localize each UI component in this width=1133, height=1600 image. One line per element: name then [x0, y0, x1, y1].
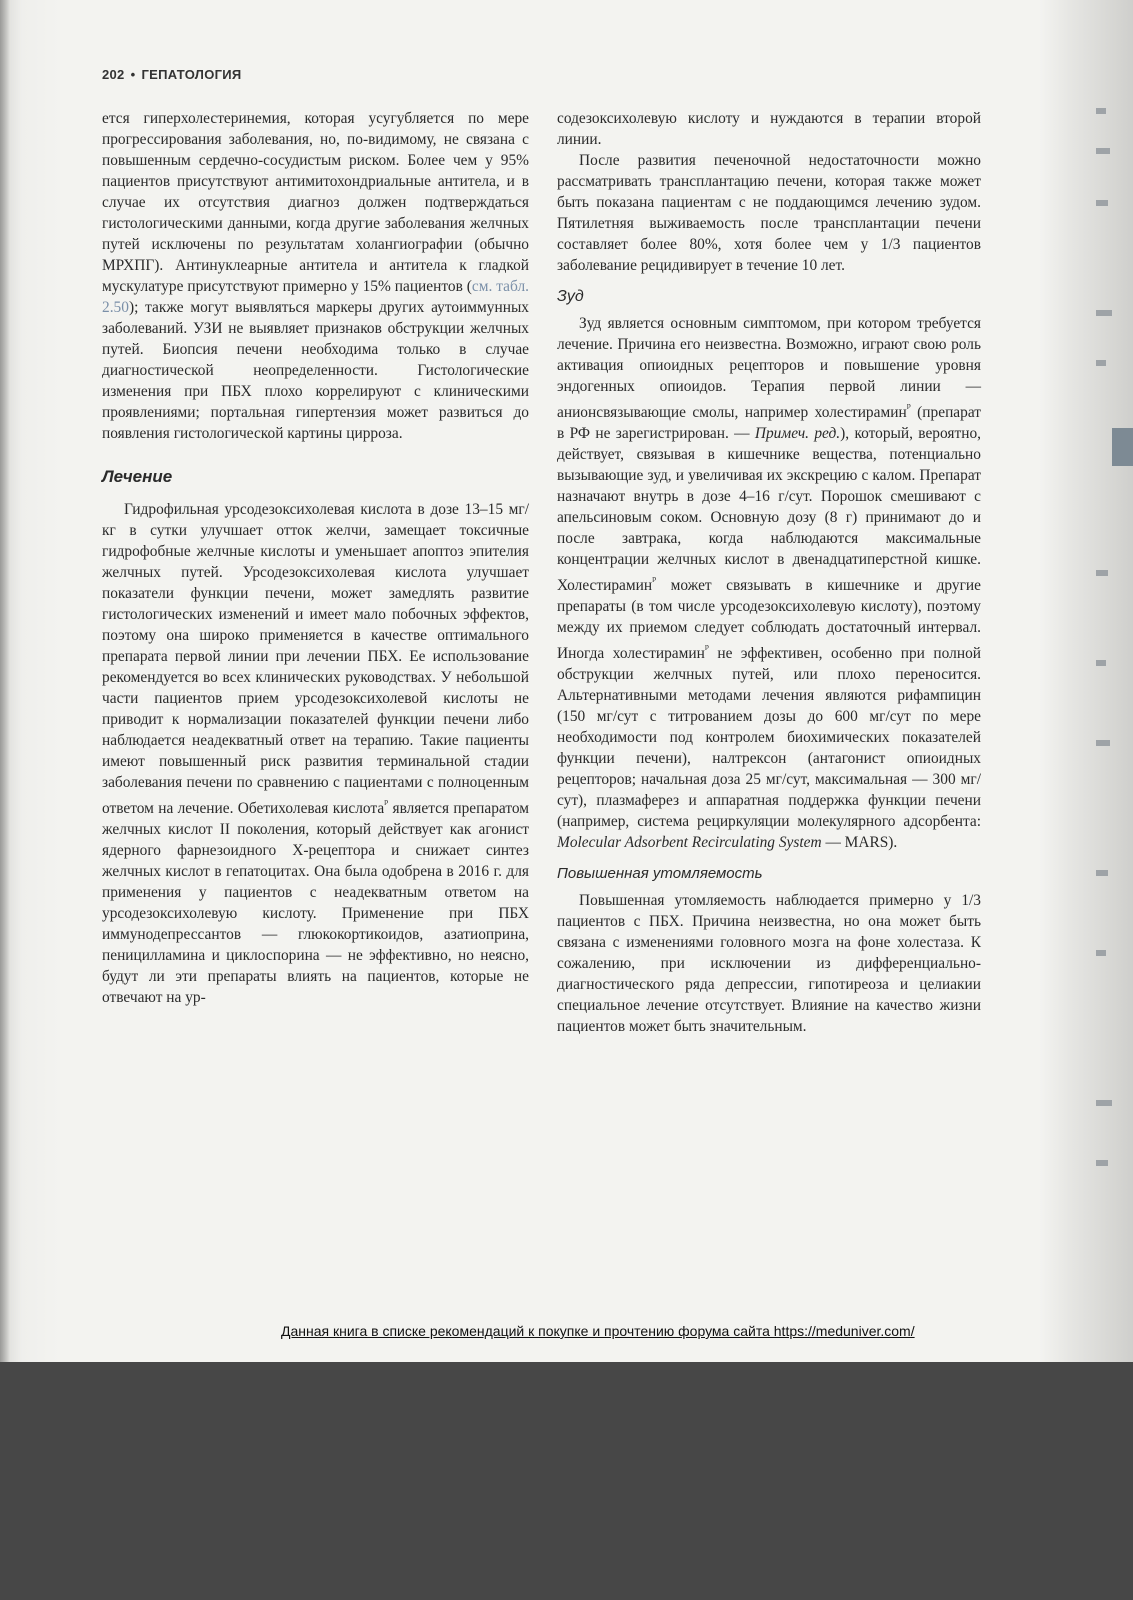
- text-run: не эффективен, особенно при полной обструкции желчных путей, или плохо переносится. Альтернативными методами лечения являются рифампицин (150 мг/сут с титрованием дозы до 600 мг/сут по мере необходимости под контролем биохимических показателей функции печени), налтрексон (антагонист опиоидных рецепторов; начальная доза 25 мг/сут, максимальная — 300 мг/сут), плазмаферез и аппаратная поддержка функции печени (например, система рециркуляции молекулярного адсорбента:: [557, 645, 981, 831]
- bleed-mark: [1096, 148, 1110, 154]
- bleed-mark: [1096, 1160, 1108, 1166]
- bleed-mark: [1096, 1100, 1112, 1106]
- next-page-bleed: [1096, 100, 1116, 1230]
- text-run: Гидрофильная урсодезоксихолевая кислота в дозе 13–15 мг/кг в сутки улучшает отток желчи, замещает токсичные гидрофобные желчные кислоты и уменьшает апоптоз эпителия желчных путей. Урсодезоксихолевая кислота улучшает показатели функции печени, может замедлять развитие гистологических изменений и имеет мало побочных эффектов, поэтому она широко применяется в качестве оптимального препарата первой линии при лечении ПБХ. Ее использование рекомендуется во всех клинических руководствах. У небольшой части пациентов прием урсодезоксихолевой кислоты не приводит к нормализации показателей функции печени либо наблюдается неадекватный ответ на терапию. Такие пациенты имеют повышенный риск развития терминальной стадии заболевания печени по сравнению с пациентами с полноценным ответом на лечение. Обетихолевая кислота: [102, 501, 529, 818]
- bleed-mark: [1096, 200, 1108, 206]
- bleed-mark: [1096, 108, 1106, 114]
- unregistered-drug-mark: ᵖ: [652, 573, 657, 588]
- section-title: ГЕПАТОЛОГИЯ: [141, 67, 242, 82]
- bleed-mark: [1096, 570, 1108, 576]
- paragraph: [102, 499, 529, 1008]
- scan-background: [0, 1362, 1133, 1600]
- text-run: (препарат в РФ не зарегистрирован. —: [557, 404, 981, 443]
- table-reference-link[interactable]: см. табл. 2.50: [102, 278, 529, 316]
- heading-itch: Зуд: [557, 288, 584, 305]
- paragraph: [557, 313, 981, 853]
- page-number: 202: [102, 67, 125, 82]
- paragraph: содезоксихолевую кислоту и нуждаются в терапии второй линии.: [557, 110, 981, 148]
- left-column: [102, 108, 529, 1008]
- text-run: — MARS).: [821, 834, 898, 852]
- text-run: может связывать в кишечнике и другие препараты (в том числе урсодезоксихолевую кислоту), поэтому между их приемом следует соблюдать достаточный интервал. Иногда холестирамин: [557, 577, 981, 663]
- unregistered-drug-mark: ᵖ: [906, 400, 911, 414]
- paragraph: После развития печеночной недостаточности можно рассматривать трансплантацию печени, которая также может быть показана пациентам с не поддающимся лечению зудом. Пятилетняя выживаемость после трансплантации печени составляет более 80%, хотя более чем у 1/3 пациентов заболевание рецидивирует в течение 10 лет.: [557, 152, 981, 274]
- bleed-mark: [1096, 660, 1106, 666]
- paragraph: Повышенная утомляемость наблюдается примерно у 1/3 пациентов с ПБХ. Причина неизвестна, но она может быть связана с изменениями головного мозга на фоне холестаза. К сожалению, при исключении из дифференциально-диагностического ряда депрессии, гипотиреоза и целиакии специальное лечение отсутствует. Влияние на качество жизни пациентов может быть значительным.: [557, 892, 981, 1036]
- bleed-mark: [1096, 360, 1106, 366]
- bleed-mark: [1096, 740, 1110, 746]
- page-binding-shadow: [0, 0, 10, 1362]
- heading-fatigue: Повышенная утомляемость: [557, 865, 763, 883]
- text-run: ), который, вероятно, действует, связывая в кишечнике вещества, потенциально вызывающие зуд, и увеличивая их экскрецию с калом. Препарат назначают внутрь в дозе 4–16 г/сут. Порошок смешивают с апельсиновым соком. Основную дозу (8 г) принимают до и после завтрака, когда наблюдаются максимальные концентрации желчных кислот в двенадцатиперстной кишке. Холестирамин: [557, 425, 981, 595]
- text-run: является препаратом желчных кислот II поколения, который действует как агонист ядерного фарнезоидного X-рецептора и снижает синтез желчных кислот в гепатоцитах. Она была одобрена в 2016 г. для применения у пациентов с неадекватным ответом на урсодезоксихолевую кислоту. Применение при ПБХ иммунодепрессантов — глюкокортикоидов, азатиоприна, пеницилламина и циклоспорина — не эффективно, но неясно, будут ли эти препараты влиять на пациентов, которые не отвечают на ур-: [102, 800, 529, 1007]
- header-separator: •: [130, 67, 136, 82]
- editor-note: Примеч. ред.: [754, 425, 841, 443]
- right-column: [557, 108, 981, 1037]
- italic-term: Molecular Adsorbent Recirculating System: [557, 834, 822, 852]
- unregistered-drug-mark: ᵖ: [384, 796, 389, 810]
- bleed-mark: [1096, 310, 1112, 316]
- text-run: ется гиперхолестеринемия, которая усугубляется по мере прогрессирования заболевания, но, по-видимому, не связана с повышенным сердечно-сосудистым риском. Более чем у 95% пациентов присутствуют антимитохондриальные антитела, и в случае их отсутствия диагноз должен подтверждаться гистологическими данными, когда другие заболевания желчных путей исключены по результатам холангиографии (обычно МРХПГ). Антинуклеарные антитела и антитела к гладкой мускулатуре присутствуют примерно у 15% пациентов (: [102, 110, 529, 295]
- thumb-index-tab: [1112, 428, 1133, 466]
- unregistered-drug-mark: ᵖ: [704, 641, 709, 656]
- text-run: Зуд является основным симптомом, при котором требуется лечение. Причина его неизвестна. Возможно, играют свою роль активация опиоидных рецепторов и повышение уровня эндогенных опиоидов. Терапия первой линии — анионсвязывающие смолы, например холестирамин: [557, 315, 981, 422]
- running-header: [102, 67, 242, 82]
- heading-treatment: Лечение: [102, 467, 173, 486]
- bleed-mark: [1096, 870, 1108, 876]
- paragraph: [102, 108, 529, 444]
- bleed-mark: [1096, 950, 1106, 956]
- text-run: ); также могут выявляться маркеры других аутоиммунных заболеваний. УЗИ не выявляет признаков обструкции желчных путей. Биопсия печени необходима только в случае диагностической неопределенности. Гистологические изменения при ПБХ плохо коррелируют с клиническими проявлениями; портальная гипертензия может развиться до появления гистологической картины цирроза.: [102, 299, 529, 442]
- watermark-footer-note: Данная книга в списке рекомендаций к покупке и прочтению форума сайта https://meduniver.com/: [281, 1323, 915, 1339]
